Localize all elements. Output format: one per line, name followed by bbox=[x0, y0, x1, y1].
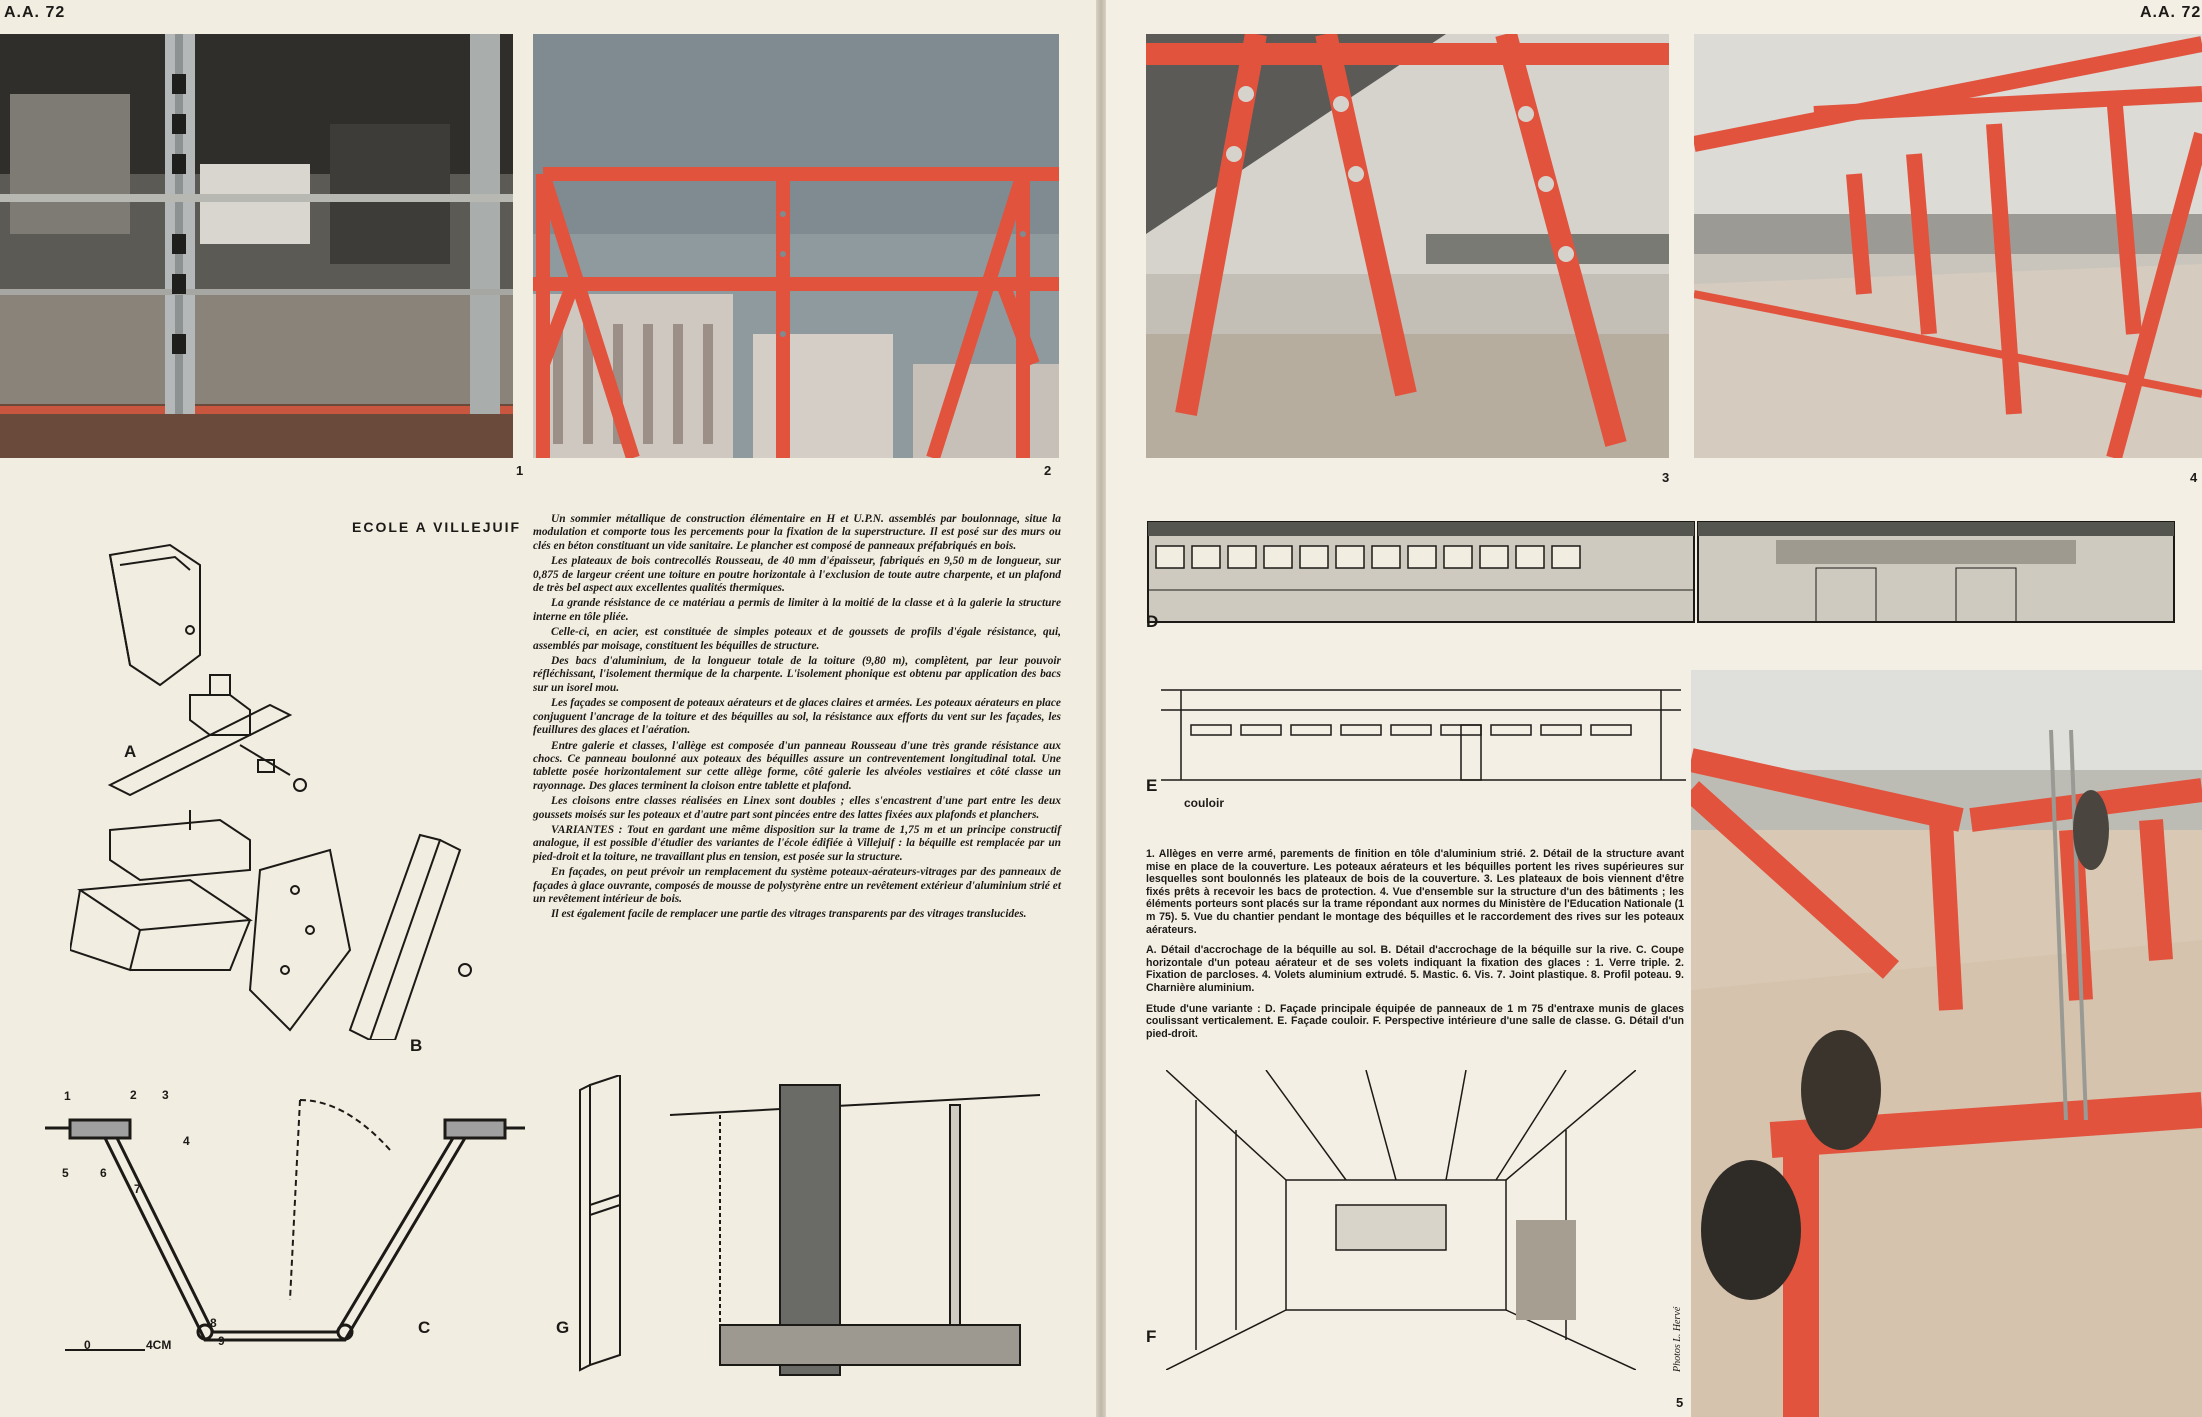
photo-2-number: 2 bbox=[1044, 463, 1052, 478]
callout-6: 6 bbox=[100, 1166, 107, 1180]
article-paragraph: Un sommier métallique de construction élémentaire en H et U.P.N. assemblés par boulonnage, situe la modulation et comporte tous les percements pour la fixation de la superstructure. Il est posé sur des murs ou clés en béton constituant un vide sanitaire. Le plancher est composé de panneaux préfabriqués en bois. bbox=[533, 513, 1061, 552]
photo-4-number: 4 bbox=[2190, 470, 2198, 485]
caption-details: A. Détail d'accrochage de la béquille au sol. B. Détail d'accrochage de la béquille sur la rive. C. Coupe horizontale d'un poteau aérateur et de ses volets indiquant la fixation des glaces : 1. Verre triple. 2. Fixation de parcloses. 4. Volets aluminium extrudé. 5. Mastic. 6. Vis. 7. Joint plastique. 8. Profil poteau. 9. Charnière aluminium. bbox=[1146, 944, 1684, 994]
scale-end: 4CM bbox=[146, 1338, 172, 1352]
drawing-a-base-anchor bbox=[90, 535, 330, 805]
article-paragraph: Les cloisons entre classes réalisées en Linex sont doubles ; elles s'encastrent d'une part entre les deux goussets moisés sur les poteaux et d'autre part sont pincées entre des lattes fixées aux plafonds et planchers. bbox=[533, 795, 1061, 821]
callout-1: 1 bbox=[64, 1089, 71, 1103]
drawing-c-label: C bbox=[418, 1318, 431, 1337]
article-paragraph: Les façades se composent de poteaux aérateurs et de glaces claires et armées. Les poteaux aérateurs en place conjuguent l'ancrage de la toiture et des béquilles au sol, la résistance aux efforts du vent sur les façades, les feuillures des glaces et l'aération. bbox=[533, 697, 1061, 737]
photo-1-window-facade bbox=[0, 34, 513, 458]
right-page bbox=[1106, 0, 2202, 1417]
article-paragraph: Des bacs d'aluminium, de la longueur totale de la toiture (9,80 m), complètent, par leur pouvoir réfléchissant, l'isolement thermique de la charpente. L'isolement phonique est obtenu par application des bacs sur un isorel mou. bbox=[533, 655, 1061, 694]
scale-start: 0 bbox=[84, 1338, 91, 1352]
caption-variant: Etude d'une variante : D. Façade principale équipée de panneaux de 1 m 75 d'entraxe munis de glaces coulissant verticalement. E. Façade couloir. F. Perspective intérieure d'une salle de classe. G. Détail d'un pied-droit. bbox=[1146, 1002, 1684, 1040]
drawing-g-pier-detail bbox=[570, 1075, 1060, 1385]
callout-9: 9 bbox=[218, 1334, 225, 1348]
drawing-c-horizontal-section bbox=[45, 1080, 525, 1360]
left-folio: A.A. 72 bbox=[4, 4, 66, 21]
drawing-d-label: D bbox=[1146, 612, 1159, 631]
callout-5: 5 bbox=[62, 1166, 69, 1180]
drawing-f-classroom-perspective bbox=[1166, 1070, 1636, 1370]
photo-credit: Photos L. Hervé bbox=[1672, 1306, 1683, 1372]
callout-8: 8 bbox=[210, 1316, 217, 1330]
photo-4-structure-perspective bbox=[1694, 34, 2202, 458]
left-page bbox=[0, 0, 1096, 1417]
photo-1-number: 1 bbox=[516, 463, 524, 478]
drawing-a-label: A bbox=[124, 742, 137, 761]
drawing-g-label: G bbox=[556, 1318, 570, 1337]
article-paragraph: Les plateaux de bois contrecollés Rousseau, de 40 mm d'épaisseur, fabriqués en 9,50 m de longueur, sur 0,875 de largeur créent une toiture en poutre horizontale à l'exclusion de toute autre charpente, et un plafond de très bel aspect aux excellentes qualités thermiques. bbox=[533, 555, 1061, 595]
caption-photos: 1. Allèges en verre armé, parements de finition en tôle d'aluminium strié. 2. Détail de la structure avant mise en place de la couverture. Les poteaux aérateurs et les béquilles portent les rives supérieures sur lesquelles sont boulonnés les plateaux de bois de la couverture. 3. Les plateaux de bois viennent d'être fixés prêts à recevoir les bacs de protection. 4. Vue d'ensemble sur la structure d'un des bâtiments ; les éléments porteurs sont placés sur la trame répondant aux normes du Ministère de l'Education Nationale (1 m 75). 5. Vue du chantier pendant le montage des béquilles et le raccordement des rives sur les poteaux aérateurs. bbox=[1146, 848, 1684, 936]
page-gutter bbox=[1096, 0, 1106, 1417]
callout-3: 3 bbox=[162, 1088, 169, 1102]
drawing-b-rive-anchor bbox=[70, 810, 490, 1040]
corridor-label: couloir bbox=[1184, 796, 1225, 810]
article-paragraph: Entre galerie et classes, l'allège est composée d'un panneau Rousseau d'une très grande résistance aux chocs. Ce panneau boulonné aux poteaux des béquilles assure un contreventement longitudinal total. Une tablette posée horizontalement sur cette allège forme, côté galerie les alvéoles vestiaires et côté classe un rayonnage. Des glaces terminent la cloison entre tablette et plafond. bbox=[533, 739, 1061, 792]
drawing-d-main-facade bbox=[1146, 520, 1696, 625]
photo-5-number: 5 bbox=[1676, 1395, 1684, 1410]
article-paragraph: VARIANTES : Tout en gardant une même disposition sur la trame de 1,75 m et un principe constructif analogue, il est possible d'étudier des variantes de l'école édifiée à Villejuif : la béquille est remplacée par un pied-droit et la toiture, ne travaillant plus en tension, est posée sur la structure. bbox=[533, 823, 1061, 863]
drawing-d-side-facade bbox=[1696, 520, 2176, 625]
captions bbox=[1146, 848, 1684, 1048]
photo-2-structure-sky bbox=[533, 34, 1059, 458]
article-title: ECOLE A VILLEJUIF bbox=[352, 519, 522, 535]
article-paragraph: Il est également facile de remplacer une partie des vitrages transparents par des vitrages translucides. bbox=[551, 908, 1027, 921]
article-paragraph: La grande résistance de ce matériau a permis de limiter à la moitié de la classe et à la galerie la structure interne en tôle pliée. bbox=[533, 597, 1061, 623]
right-folio: A.A. 72 bbox=[2140, 4, 2202, 21]
photo-3-number: 3 bbox=[1662, 470, 1670, 485]
article-body bbox=[533, 513, 1061, 924]
drawing-f-label: F bbox=[1146, 1327, 1157, 1346]
photo-3-roof-frame bbox=[1146, 34, 1669, 458]
drawing-e-label: E bbox=[1146, 776, 1158, 795]
callout-4: 4 bbox=[183, 1134, 190, 1148]
article-paragraph: En façades, on peut prévoir un remplacement du système poteaux-aérateurs-vitrages par des panneaux de façades à glace ouvrante, composés de mousse de polystyrène entre un revêtement extérieur d'aluminium strié et un revêtement intérieur de bois. bbox=[533, 866, 1061, 905]
article-paragraph: Celle-ci, en acier, est constituée de simples poteaux et de goussets de profils d'égale résistance, qui, assemblés par moisage, constituent les béquilles de structure. bbox=[533, 626, 1061, 652]
photo-5-construction-site bbox=[1691, 670, 2202, 1417]
drawing-b-label: B bbox=[410, 1036, 423, 1055]
callout-7: 7 bbox=[134, 1182, 141, 1196]
drawing-e-corridor-facade bbox=[1161, 680, 1686, 792]
callout-2: 2 bbox=[130, 1088, 137, 1102]
